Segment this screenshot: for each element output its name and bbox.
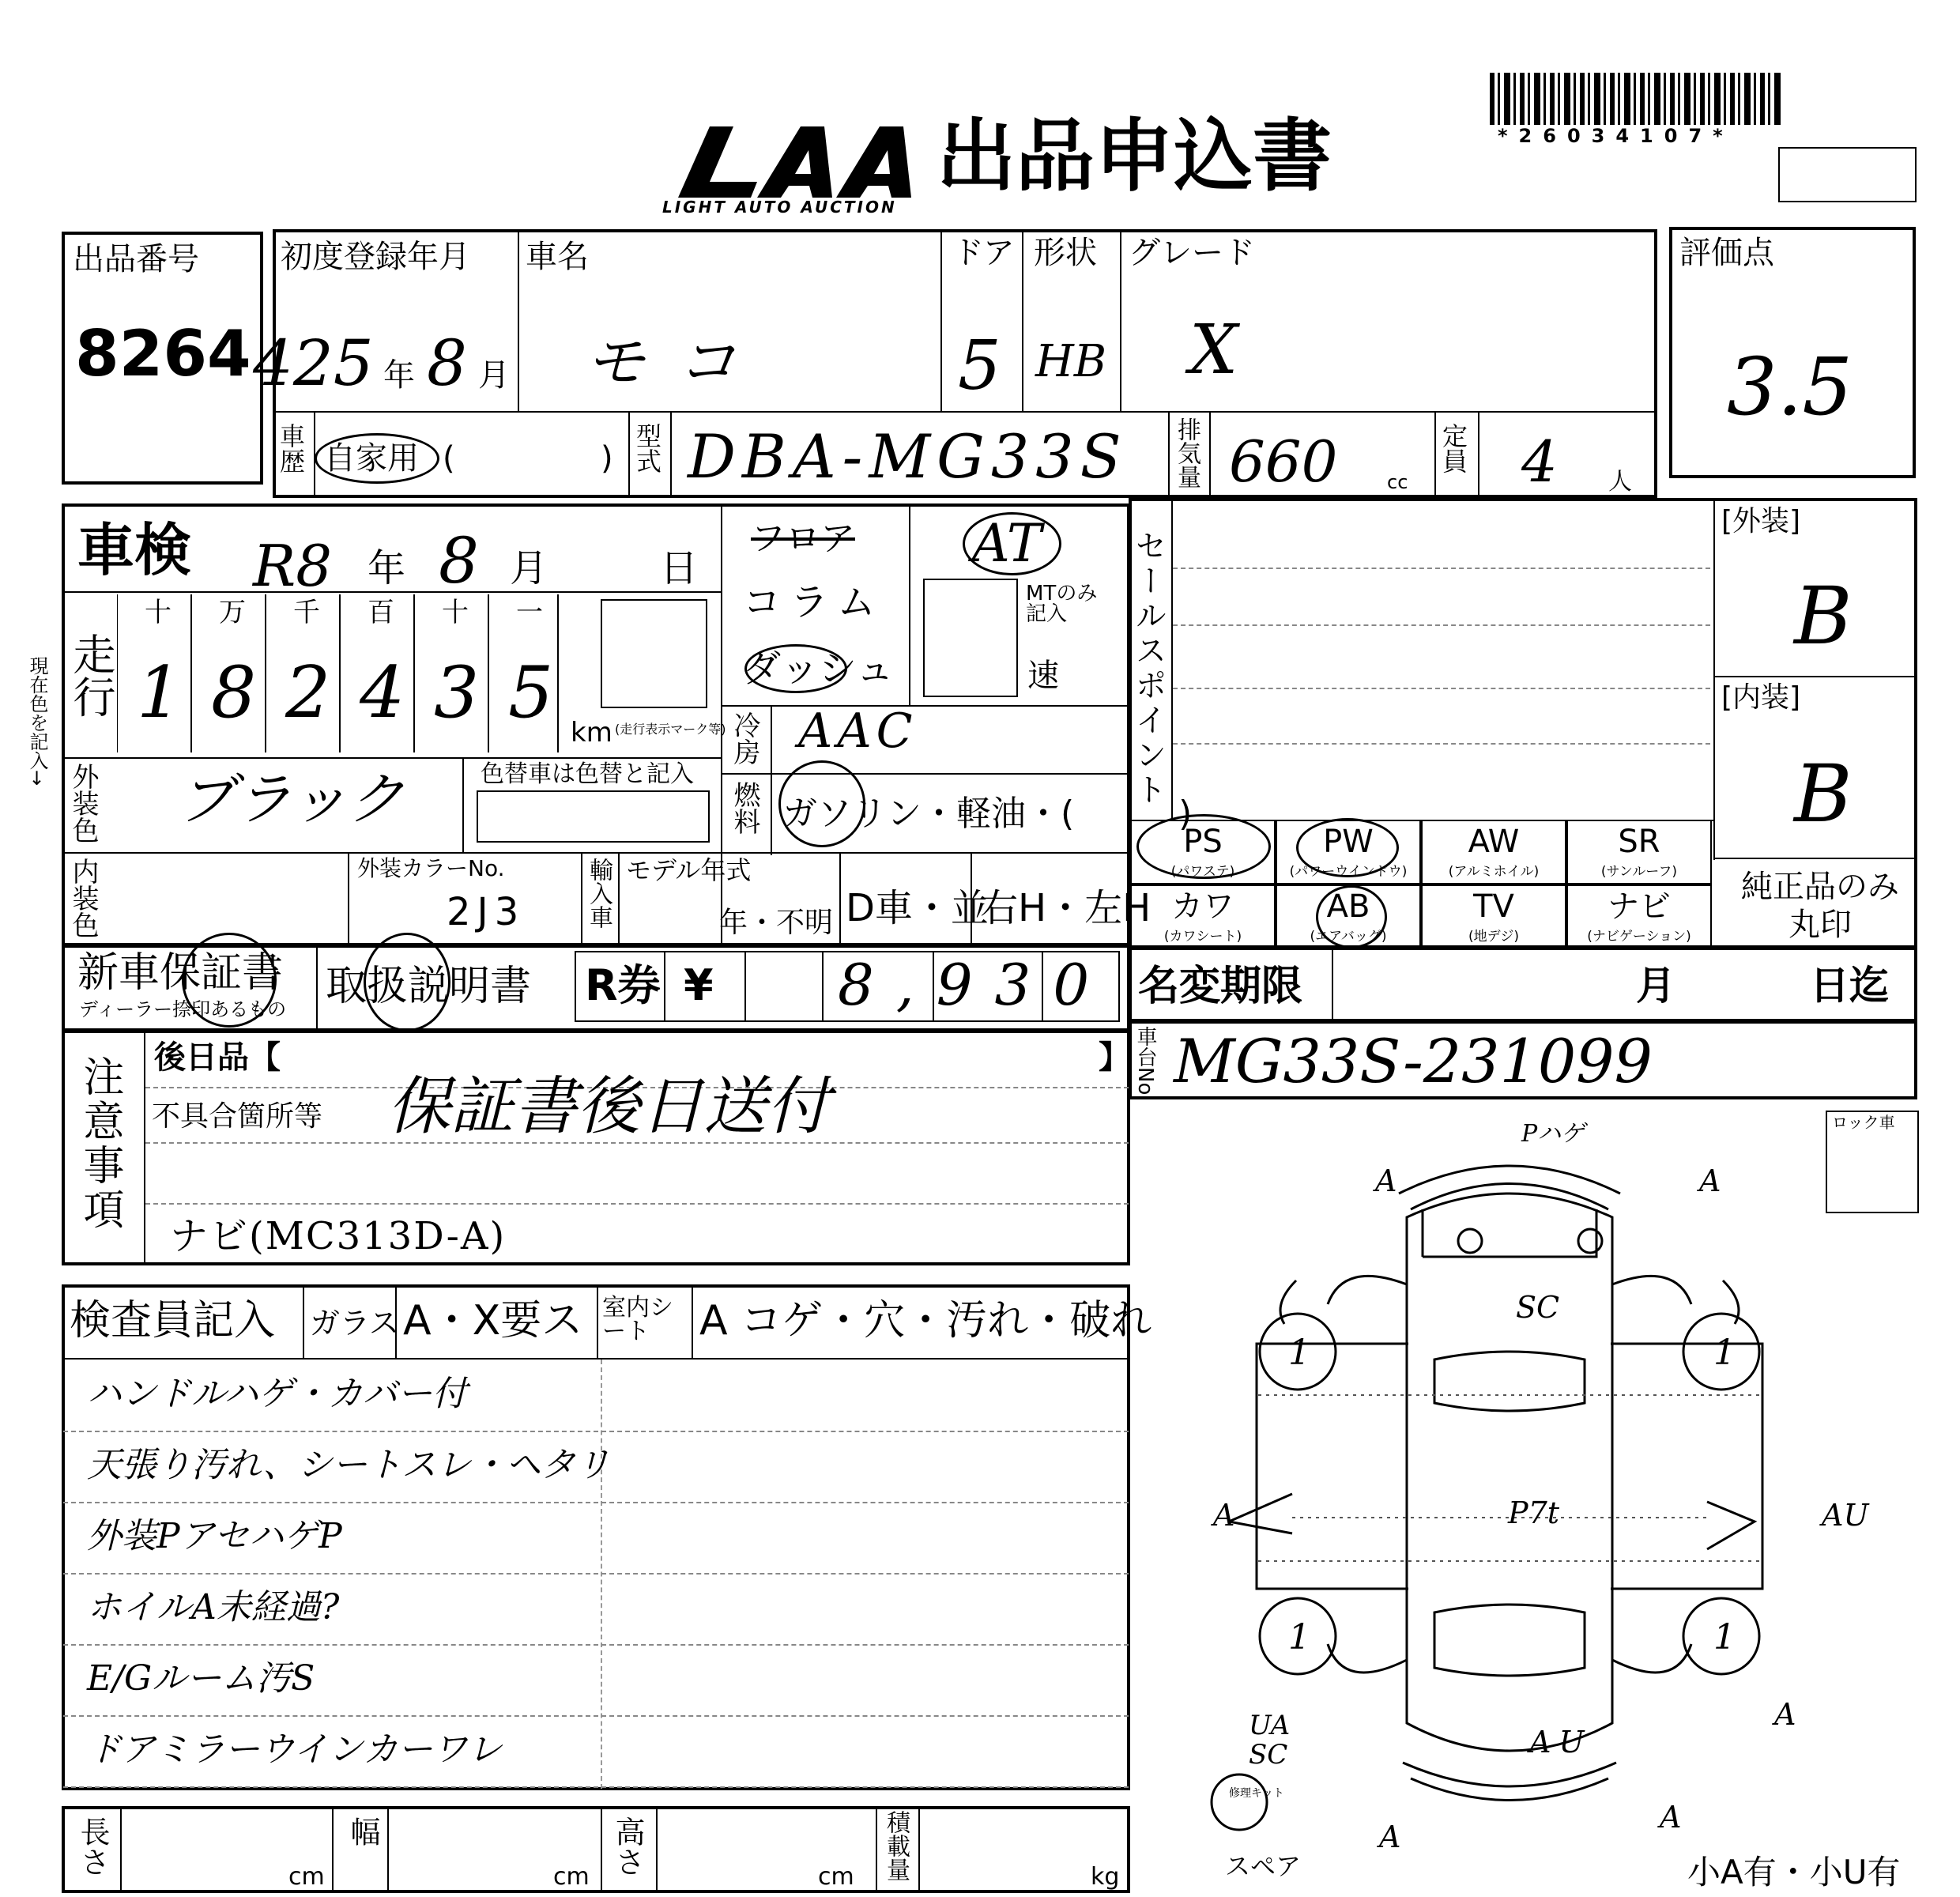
import-label: 輸入車 xyxy=(585,858,612,929)
car-name-value: モコ xyxy=(585,326,768,397)
model-code-value: DBA-MG33S xyxy=(688,421,1128,492)
model-year-label: モデル年式 xyxy=(626,855,752,885)
first-reg-year-unit: 年 xyxy=(383,357,415,394)
option-cell xyxy=(1566,884,1712,949)
first-reg-year: 425 xyxy=(253,326,374,400)
inspector-rule xyxy=(63,1573,1129,1575)
inspector-note: 外装PアセハゲP xyxy=(87,1516,342,1556)
score-value: 3.5 xyxy=(1727,341,1853,433)
fuel-label: 燃料 xyxy=(729,781,760,835)
length-label: 長さ xyxy=(75,1816,110,1876)
name-change-until: 日迄 xyxy=(1810,963,1889,1009)
option-cell xyxy=(1566,820,1712,884)
first-reg-label: 初度登録年月 xyxy=(281,239,470,275)
rear-damage-label: AU xyxy=(1529,1725,1592,1759)
warranty-sub: ディーラー捺印あるもの xyxy=(79,998,287,1020)
mileage-grid xyxy=(117,594,560,752)
wheel-mark: 1 xyxy=(1713,1617,1736,1658)
dimensions-box xyxy=(62,1806,1130,1893)
barcode xyxy=(1490,73,1790,125)
inspector-rule xyxy=(63,1502,1129,1503)
height-label: 高さ xyxy=(610,1816,645,1876)
defect-label: 不具合箇所等 xyxy=(152,1100,323,1133)
int-color-label: 内装色 xyxy=(67,858,99,938)
model-code-label: 型式 xyxy=(632,423,662,473)
mileage-digit: 4 xyxy=(360,651,405,734)
shaken-month-unit: 月 xyxy=(510,546,548,590)
option-code: ナビ xyxy=(1608,888,1671,925)
inspector-rule xyxy=(63,1644,1129,1646)
lock-car-label: ロック車 xyxy=(1832,1113,1895,1132)
option-desc: (地デジ) xyxy=(1468,929,1519,945)
speed-label: 速 xyxy=(1027,658,1059,694)
mileage-digit-header: 百 xyxy=(368,597,394,628)
mileage-digit: 1 xyxy=(137,651,183,734)
car-history-value: 自家用 xyxy=(324,440,419,477)
option-cell xyxy=(1130,884,1276,949)
option-desc: (アルミホイル) xyxy=(1448,864,1540,880)
grade-value: X xyxy=(1189,311,1238,390)
option-desc: (カワシート) xyxy=(1163,929,1242,945)
displacement-label: 排気量 xyxy=(1173,417,1200,488)
option-code: AW xyxy=(1468,824,1520,860)
spare-mark: 修理キット xyxy=(1229,1787,1284,1800)
top-damage-label: Pハゲ xyxy=(1521,1120,1585,1148)
inspector-note: 天張り汚れ、シートスレ・ヘタリ xyxy=(87,1445,611,1485)
door-value: 5 xyxy=(958,326,1001,405)
score-label: 評価点 xyxy=(1679,235,1774,271)
capacity-unit: 人 xyxy=(1608,468,1632,496)
lot-number-value: 8264 xyxy=(75,317,251,390)
width-unit: cm xyxy=(553,1863,590,1891)
inspector-note: E/Gルーム汚S xyxy=(87,1658,315,1699)
load-label: 積載量 xyxy=(882,1810,910,1881)
inspector-rule xyxy=(63,1431,1129,1432)
notes-label: 注意事項 xyxy=(76,1055,123,1232)
mileage-digit: 2 xyxy=(285,651,331,734)
shaken-year: R8 xyxy=(253,533,333,599)
exterior-label: [外装] xyxy=(1721,505,1801,537)
seat-label: 室内シート xyxy=(602,1294,673,1345)
fuel-value: ガソリン・軽油・( ) xyxy=(782,794,1193,834)
navi-note: ナビ(MC313D-A) xyxy=(170,1214,507,1258)
inspector-note: ドアミラーウインカーワレ xyxy=(87,1729,503,1770)
barcode-text: *26034107* xyxy=(1498,125,1734,147)
inspector-note: ハンドルハゲ・カバー付 xyxy=(87,1374,467,1414)
shaken-label: 車検 xyxy=(77,517,192,583)
first-reg-month: 8 xyxy=(427,326,467,400)
first-reg-month-unit: 月 xyxy=(478,357,510,394)
genuine-only-label: 純正品のみ丸印 xyxy=(1741,869,1899,943)
mileage-digit-header: 十 xyxy=(145,597,172,628)
manual-label: 取扱説明書 xyxy=(326,963,532,1010)
mileage-digit-header: 十 xyxy=(442,597,469,628)
mileage-digit: 3 xyxy=(434,651,480,734)
current-color-note: 現在色を記入→ xyxy=(26,656,48,786)
steering-label: 右H・左H xyxy=(980,886,1152,930)
option-code: SR xyxy=(1618,824,1660,860)
repaint-box xyxy=(477,790,710,843)
wheel-mark: 1 xyxy=(1288,1333,1310,1373)
corner-a-mark: A xyxy=(1375,1163,1397,1198)
displacement-unit: cc xyxy=(1387,471,1408,493)
mileage-digit-header: 万 xyxy=(219,597,246,628)
shape-label: 形状 xyxy=(1034,235,1097,271)
option-code: TV xyxy=(1473,888,1514,925)
mt-box xyxy=(923,579,1018,697)
corner-a-mark: A xyxy=(1699,1163,1721,1198)
color-no-label: 外装カラーNo. xyxy=(357,855,505,881)
recycle-value: 8,930 xyxy=(838,952,1112,1018)
glass-label: ガラス xyxy=(310,1306,399,1341)
option-code: PS xyxy=(1183,824,1223,860)
option-desc: (エアバッグ) xyxy=(1310,929,1387,945)
yen-sign: ¥ xyxy=(684,960,714,1010)
hood-damage-label: SC xyxy=(1516,1290,1560,1325)
spare-label: スペア xyxy=(1225,1851,1302,1881)
corner-a-mark: A xyxy=(1379,1820,1401,1854)
stamp-box xyxy=(1778,147,1917,202)
inspector-note: ホイルA未経過? xyxy=(87,1587,340,1627)
capacity-value: 4 xyxy=(1521,428,1558,495)
car-history-paren-open: ( xyxy=(443,440,455,477)
load-unit: kg xyxy=(1091,1863,1120,1891)
grade-label: グレード xyxy=(1129,235,1255,271)
logo-subtitle: LIGHT AUTO AUCTION xyxy=(662,198,897,217)
sales-point-label: セールスポイント xyxy=(1130,530,1167,808)
car-name-label: 車名 xyxy=(526,239,589,275)
transmission-value: AT xyxy=(972,513,1042,574)
roof-damage-label: P7t xyxy=(1508,1495,1560,1530)
trans-column-label: コラム xyxy=(743,580,885,624)
warranty-label: 新車保証書 xyxy=(77,949,284,997)
glass-value: A・X要ス xyxy=(403,1297,583,1344)
mileage-digit-header: 一 xyxy=(516,597,543,628)
lot-number-label: 出品番号 xyxy=(73,241,199,277)
corner-a-mark: A xyxy=(1660,1800,1682,1835)
option-cell xyxy=(1421,820,1566,884)
recycle-label: R券 xyxy=(585,960,661,1010)
color-no-value: 2J3 xyxy=(447,890,526,934)
ext-color-value: ブラック xyxy=(178,766,405,832)
left-side-label: A xyxy=(1213,1498,1235,1533)
corner-a-mark: A xyxy=(1774,1697,1796,1732)
ac-label: 冷房 xyxy=(729,711,760,765)
form-title: 出品申込書 xyxy=(937,110,1332,202)
wheel-mark: 1 xyxy=(1713,1333,1736,1373)
interior-grade: B xyxy=(1794,748,1853,840)
inspector-title: 検査員記入 xyxy=(70,1297,276,1344)
option-desc: (ナビゲーション) xyxy=(1587,929,1691,945)
mileage-digit-header: 千 xyxy=(293,597,320,628)
later-items-label: 後日品【 xyxy=(154,1039,281,1076)
option-code: PW xyxy=(1323,824,1374,860)
car-history-paren-close: ) xyxy=(601,440,613,477)
mileage-digit: 8 xyxy=(211,651,257,734)
car-history-label: 車歴 xyxy=(276,423,306,473)
option-code: AB xyxy=(1326,888,1370,925)
defect-value: 保証書後日送付 xyxy=(387,1069,830,1143)
chassis-value: MG33S-231099 xyxy=(1174,1026,1653,1096)
mileage-label: 走行 xyxy=(66,632,116,718)
later-items-close: 】 xyxy=(1099,1039,1130,1076)
ac-value: AAC xyxy=(798,703,918,759)
seat-value: A コゲ・穴・汚れ・破れ xyxy=(699,1297,1152,1344)
dealer-label: D車・並 xyxy=(846,886,989,930)
km-note: (走行表示マーク等) xyxy=(615,722,726,737)
name-change-month: 月 xyxy=(1636,963,1675,1009)
mileage-digit: 5 xyxy=(508,651,554,734)
option-desc: (サンルーフ) xyxy=(1600,864,1678,880)
car-history-circle xyxy=(315,433,439,484)
rear-left-notes: UA SC xyxy=(1249,1710,1291,1771)
repaint-label: 色替車は色替と記入 xyxy=(481,760,694,788)
shaken-day-unit: 日 xyxy=(660,546,699,590)
height-unit: cm xyxy=(818,1863,854,1891)
width-label: 幅 xyxy=(345,1816,380,1846)
km-label: km xyxy=(571,717,612,749)
length-unit: cm xyxy=(288,1863,325,1891)
shape-value: HB xyxy=(1035,336,1106,387)
trans-dash-label: ダッシュ xyxy=(743,647,895,691)
inspector-rule xyxy=(63,1786,1129,1788)
model-year-value: 年・不明 xyxy=(719,907,834,939)
inspector-rule xyxy=(63,1715,1129,1717)
mt-only-label: MTのみ記入 xyxy=(1026,582,1098,626)
option-desc: (パワーウインドウ) xyxy=(1289,864,1408,880)
option-code: カワ xyxy=(1171,888,1234,925)
trans-floor-label: フロア xyxy=(751,519,855,559)
option-desc: (パワステ) xyxy=(1170,864,1235,880)
right-side-label: AU xyxy=(1822,1498,1869,1533)
capacity-label: 定員 xyxy=(1438,423,1468,473)
chassis-label: 車台No. xyxy=(1133,1026,1157,1102)
name-change-label: 名変期限 xyxy=(1138,963,1303,1010)
bottom-legend: 小A有・小U有 xyxy=(1687,1853,1901,1891)
door-label: ドア xyxy=(952,235,1015,271)
shaken-month: 8 xyxy=(439,524,479,598)
interior-label: [内装] xyxy=(1721,681,1801,714)
displacement-value: 660 xyxy=(1229,428,1338,495)
wheel-mark: 1 xyxy=(1288,1617,1310,1658)
shaken-year-unit: 年 xyxy=(368,546,406,590)
mileage-mark-box xyxy=(601,599,707,708)
exterior-grade: B xyxy=(1794,570,1853,662)
ext-color-label: 外装色 xyxy=(67,763,99,843)
option-cell xyxy=(1421,884,1566,949)
